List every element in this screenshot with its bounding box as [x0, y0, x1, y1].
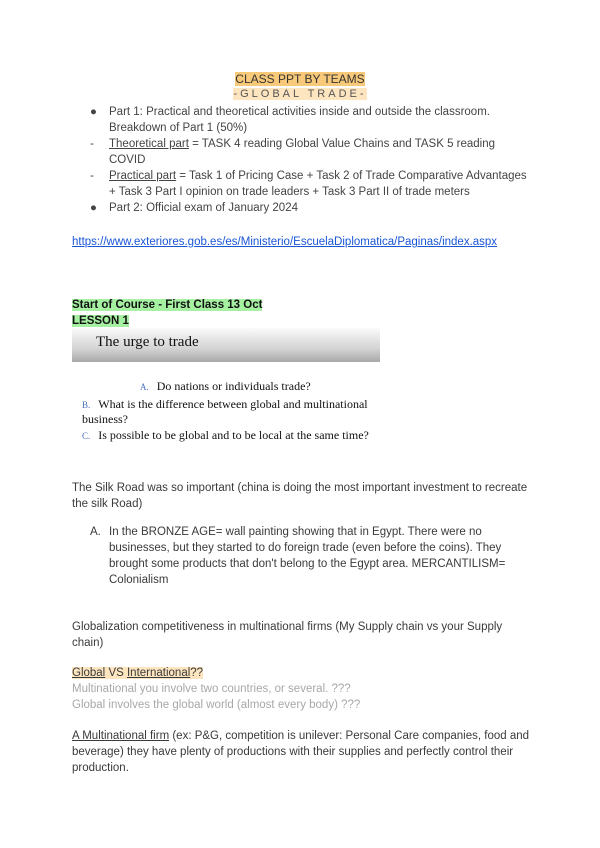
- slide-question: B. What is the difference between global and multinational business?: [82, 397, 368, 426]
- globalization-paragraph: Globalization competitiveness in multinational firms (My Supply chain vs your Supply chain): [72, 621, 503, 649]
- international-term: International: [126, 667, 191, 679]
- multinational-note: Multinational you involve two countries, or several. ???: [72, 683, 351, 695]
- doc-subtitle-row: [0, 88, 600, 100]
- list-item: [72, 136, 532, 168]
- global-note: Global involves the global world (almost every body) ???: [72, 699, 361, 711]
- list-item: [72, 524, 532, 588]
- multinational-firm-term: A Multinational firm: [72, 730, 170, 742]
- bullet-marker: ●: [90, 202, 97, 214]
- list-item: [72, 168, 532, 200]
- doc-title-row: [0, 72, 600, 86]
- slide-title-banner: [72, 328, 380, 362]
- list-item-text: = TASK 4 reading Global Value Chains and TASK 5 reading COVID: [109, 138, 496, 166]
- multinational-firm-paragraph: A Multinational firm (ex: P&G, competition is unilever: Personal Care companies, food and beverage) they have plenty of productions with their supplies and perfectly control their production.: [72, 730, 530, 774]
- letter-marker: A.: [90, 526, 101, 538]
- grading-list: [72, 104, 532, 216]
- doc-title: CLASS PPT BY TEAMS: [235, 72, 365, 86]
- slide-question: A. Do nations or individuals trade?: [140, 379, 311, 393]
- list-item: [72, 104, 532, 136]
- diplomatic-school-link[interactable]: https://www.exteriores.gob.es/es/Ministerio/EscuelaDiplomatica/Paginas/index.aspx: [72, 236, 498, 248]
- global-term: Global: [72, 667, 106, 679]
- dash-marker: -: [90, 170, 94, 182]
- list-item-label: Theoretical part: [109, 138, 189, 150]
- bullet-marker: ●: [90, 106, 97, 118]
- course-start-heading: Start of Course - First Class 13 Oct: [72, 299, 263, 311]
- silk-road-paragraph: The Silk Road was so important (china is doing the most important investment to recreate the silk Road): [72, 482, 528, 510]
- lesson-heading: LESSON 1: [72, 315, 129, 327]
- dash-marker: -: [90, 138, 94, 150]
- global-vs-heading: Global VS International??: [72, 667, 204, 679]
- list-item-text: Part 1: Practical and theoretical activities inside and outside the classroom. Breakdown of Part 1 (50%): [109, 106, 490, 134]
- list-item-label: Practical part: [109, 170, 177, 182]
- history-list: [72, 524, 532, 588]
- list-item: [72, 200, 532, 216]
- list-item-text: Part 2: Official exam of January 2024: [109, 202, 298, 214]
- doc-subtitle: -GLOBAL TRADE-: [233, 88, 367, 100]
- slide-question: C. Is possible to be global and to be local at the same time?: [82, 428, 369, 442]
- slide-title: The urge to trade: [96, 334, 199, 350]
- list-item-text: In the BRONZE AGE= wall painting showing that in Egypt. There were no businesses, but they started to do foreign trade (even before the coins). They brought some products that don't belong to the Egypt area. MERCANTILISM= Colonialism: [109, 526, 506, 586]
- list-item-text: = Task 1 of Pricing Case + Task 2 of Trade Comparative Advantages + Task 3 Part I opinion on trade leaders + Task 3 Part II of trade meters: [109, 170, 527, 198]
